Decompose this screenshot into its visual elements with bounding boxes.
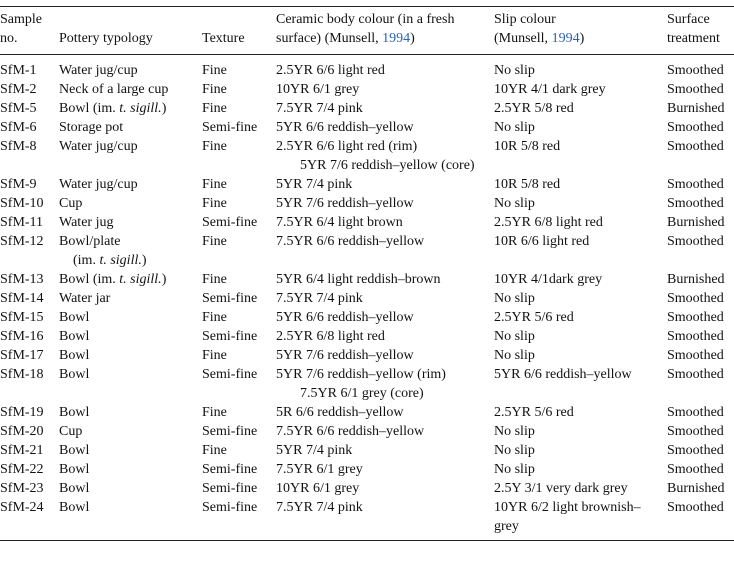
header-slip-colour-close: ) [579, 31, 585, 46]
typology-text: Bowl [59, 367, 90, 382]
cell-body-colour [276, 99, 494, 118]
cell-sample [0, 498, 59, 541]
cell-sample [0, 460, 59, 479]
header-sample [0, 7, 59, 55]
header-surface-line2: treatment [667, 31, 720, 46]
cell-body-colour [276, 441, 494, 460]
surface-text: Smoothed [667, 443, 724, 458]
table-row [0, 365, 734, 403]
texture-text: Fine [202, 272, 227, 287]
cell-body-colour [276, 479, 494, 498]
header-texture [202, 7, 276, 55]
cell-typology [59, 175, 202, 194]
surface-text: Smoothed [667, 500, 724, 515]
sample-id: SfM-14 [0, 291, 44, 306]
surface-text: Smoothed [667, 63, 724, 78]
sample-id: SfM-20 [0, 424, 44, 439]
body-colour-text: 2.5YR 6/8 light red [276, 329, 385, 344]
cell-surface [667, 365, 734, 403]
surface-text: Smoothed [667, 196, 724, 211]
body-colour-text-continued: 7.5YR 6/1 grey (core) [300, 386, 424, 401]
cell-body-colour [276, 270, 494, 289]
cell-body-colour [276, 460, 494, 479]
slip-colour-text: 5YR 6/6 reddish–yellow [494, 367, 632, 382]
cell-slip-colour [494, 460, 667, 479]
surface-text: Smoothed [667, 405, 724, 420]
slip-colour-text-continued: grey [494, 519, 519, 534]
slip-colour-text: 10YR 4/1dark grey [494, 272, 603, 287]
cell-body-colour [276, 137, 494, 175]
cell-surface [667, 289, 734, 308]
slip-colour-text: 2.5YR 6/8 light red [494, 215, 603, 230]
cell-body-colour [276, 118, 494, 137]
cell-typology [59, 137, 202, 175]
body-colour-text: 7.5YR 7/4 pink [276, 291, 363, 306]
cell-sample [0, 270, 59, 289]
cell-surface [667, 403, 734, 422]
slip-colour-text: No slip [494, 462, 535, 477]
body-colour-text: 2.5YR 6/6 light red [276, 63, 385, 78]
table-body [0, 55, 734, 541]
pottery-table [0, 6, 734, 541]
cell-body-colour [276, 80, 494, 99]
typology-text: Bowl [59, 310, 90, 325]
slip-colour-text: No slip [494, 424, 535, 439]
cell-surface [667, 55, 734, 81]
texture-text: Semi-fine [202, 291, 258, 306]
texture-text: Semi-fine [202, 481, 258, 496]
texture-text: Semi-fine [202, 120, 258, 135]
cell-sample [0, 365, 59, 403]
slip-colour-text: 10R 5/8 red [494, 177, 561, 192]
texture-text: Semi-fine [202, 367, 258, 382]
cell-surface [667, 346, 734, 365]
cell-slip-colour [494, 270, 667, 289]
body-colour-text: 5R 6/6 reddish–yellow [276, 405, 404, 420]
typology-text: Cup [59, 424, 83, 439]
surface-text: Smoothed [667, 310, 724, 325]
typology-text: Water jug/cup [59, 139, 138, 154]
header-slip-colour-prefix: (Munsell, [494, 31, 549, 46]
body-colour-text: 5YR 7/4 pink [276, 177, 353, 192]
cell-body-colour [276, 55, 494, 81]
body-colour-text: 10YR 6/1 grey [276, 481, 360, 496]
table-row [0, 403, 734, 422]
surface-text: Burnished [667, 215, 725, 230]
sample-id: SfM-22 [0, 462, 44, 477]
cell-texture [202, 55, 276, 81]
cell-texture [202, 289, 276, 308]
cell-sample [0, 55, 59, 81]
typology-text: Bowl [59, 348, 90, 363]
cell-slip-colour [494, 289, 667, 308]
header-sample-line1: Sample [0, 12, 42, 27]
header-body-colour-citation[interactable]: 1994 [382, 31, 411, 46]
cell-slip-colour [494, 175, 667, 194]
sample-id: SfM-21 [0, 443, 44, 458]
body-colour-text: 2.5YR 6/6 light red (rim) [276, 139, 418, 154]
slip-colour-text: 10R 6/6 light red [494, 234, 590, 249]
texture-text: Fine [202, 234, 227, 249]
texture-text: Fine [202, 196, 227, 211]
header-slip-colour-label: Slip colour [494, 12, 556, 27]
header-body-colour [276, 7, 494, 55]
cell-surface [667, 137, 734, 175]
cell-slip-colour [494, 232, 667, 270]
cell-texture [202, 232, 276, 270]
cell-slip-colour [494, 118, 667, 137]
cell-sample [0, 194, 59, 213]
cell-sample [0, 441, 59, 460]
cell-texture [202, 270, 276, 289]
texture-text: Fine [202, 63, 227, 78]
cell-surface [667, 479, 734, 498]
cell-sample [0, 118, 59, 137]
typology-text: Bowl (im. t. sigill.) [59, 272, 167, 287]
table-row [0, 175, 734, 194]
cell-surface [667, 270, 734, 289]
texture-text: Fine [202, 139, 227, 154]
header-surface-line1: Surface [667, 12, 710, 27]
cell-slip-colour [494, 194, 667, 213]
cell-body-colour [276, 194, 494, 213]
cell-texture [202, 194, 276, 213]
cell-slip-colour [494, 479, 667, 498]
slip-colour-text: No slip [494, 348, 535, 363]
slip-colour-text: No slip [494, 443, 535, 458]
texture-text: Semi-fine [202, 424, 258, 439]
surface-text: Burnished [667, 481, 725, 496]
cell-typology [59, 270, 202, 289]
cell-surface [667, 80, 734, 99]
cell-typology [59, 99, 202, 118]
cell-typology [59, 460, 202, 479]
typology-text: Bowl [59, 405, 90, 420]
typology-text: Cup [59, 196, 83, 211]
header-body-colour-close: ) [410, 31, 415, 46]
body-colour-text: 7.5YR 6/1 grey [276, 462, 363, 477]
cell-slip-colour [494, 80, 667, 99]
cell-body-colour [276, 365, 494, 403]
texture-text: Semi-fine [202, 215, 258, 230]
sample-id: SfM-2 [0, 82, 37, 97]
table-row [0, 498, 734, 541]
slip-colour-text: 10YR 4/1 dark grey [494, 82, 606, 97]
slip-colour-text: No slip [494, 291, 535, 306]
table-row [0, 346, 734, 365]
surface-text: Smoothed [667, 424, 724, 439]
cell-surface [667, 118, 734, 137]
cell-body-colour [276, 289, 494, 308]
table-row [0, 80, 734, 99]
typology-text: Bowl [59, 462, 90, 477]
surface-text: Smoothed [667, 348, 724, 363]
sample-id: SfM-12 [0, 234, 44, 249]
typology-text: Water jug [59, 215, 114, 230]
cell-texture [202, 403, 276, 422]
cell-slip-colour [494, 99, 667, 118]
cell-slip-colour [494, 365, 667, 403]
cell-typology [59, 308, 202, 327]
sample-id: SfM-6 [0, 120, 37, 135]
table-row [0, 55, 734, 81]
surface-text: Smoothed [667, 120, 724, 135]
cell-slip-colour [494, 441, 667, 460]
cell-sample [0, 175, 59, 194]
cell-slip-colour [494, 137, 667, 175]
cell-sample [0, 308, 59, 327]
surface-text: Smoothed [667, 291, 724, 306]
table-row [0, 479, 734, 498]
table-row [0, 137, 734, 175]
surface-text: Smoothed [667, 82, 724, 97]
texture-text: Fine [202, 348, 227, 363]
typology-text: Storage pot [59, 120, 124, 135]
typology-text: Bowl [59, 500, 90, 515]
cell-texture [202, 441, 276, 460]
cell-typology [59, 327, 202, 346]
surface-text: Smoothed [667, 139, 724, 154]
body-colour-text: 5YR 7/6 reddish–yellow (rim) [276, 367, 446, 382]
table-row [0, 422, 734, 441]
table-row [0, 327, 734, 346]
cell-slip-colour [494, 346, 667, 365]
surface-text: Smoothed [667, 329, 724, 344]
cell-body-colour [276, 175, 494, 194]
typology-text: Bowl (im. t. sigill.) [59, 101, 167, 116]
sample-id: SfM-8 [0, 139, 37, 154]
cell-sample [0, 289, 59, 308]
cell-slip-colour [494, 308, 667, 327]
cell-body-colour [276, 308, 494, 327]
table-row [0, 441, 734, 460]
cell-texture [202, 460, 276, 479]
cell-texture [202, 327, 276, 346]
table-row [0, 194, 734, 213]
cell-texture [202, 118, 276, 137]
body-colour-text: 5YR 6/6 reddish–yellow [276, 120, 414, 135]
typology-text: Bowl [59, 329, 90, 344]
table-row [0, 118, 734, 137]
sample-id: SfM-9 [0, 177, 37, 192]
header-typology [59, 7, 202, 55]
cell-sample [0, 346, 59, 365]
cell-typology [59, 194, 202, 213]
cell-sample [0, 327, 59, 346]
sample-id: SfM-10 [0, 196, 44, 211]
sample-id: SfM-16 [0, 329, 44, 344]
sample-id: SfM-11 [0, 215, 44, 230]
texture-text: Fine [202, 177, 227, 192]
slip-colour-text: 10R 5/8 red [494, 139, 561, 154]
surface-text: Smoothed [667, 177, 724, 192]
cell-texture [202, 213, 276, 232]
slip-colour-text: 10YR 6/2 light brownish– [494, 500, 641, 515]
cell-typology [59, 80, 202, 99]
body-colour-text: 7.5YR 7/4 pink [276, 500, 363, 515]
cell-body-colour [276, 498, 494, 541]
table-row [0, 99, 734, 118]
table-row [0, 308, 734, 327]
cell-sample [0, 137, 59, 175]
cell-slip-colour [494, 55, 667, 81]
texture-text: Semi-fine [202, 462, 258, 477]
slip-colour-text: No slip [494, 329, 535, 344]
typology-text: Bowl [59, 481, 90, 496]
typology-text: Water jug/cup [59, 177, 138, 192]
cell-sample [0, 99, 59, 118]
cell-surface [667, 213, 734, 232]
header-slip-colour-citation[interactable]: 1994 [551, 31, 580, 46]
cell-body-colour [276, 327, 494, 346]
cell-surface [667, 194, 734, 213]
slip-colour-text: No slip [494, 63, 535, 78]
cell-texture [202, 346, 276, 365]
cell-body-colour [276, 422, 494, 441]
sample-id: SfM-15 [0, 310, 44, 325]
sample-id: SfM-24 [0, 500, 44, 515]
cell-texture [202, 99, 276, 118]
cell-texture [202, 80, 276, 99]
cell-texture [202, 308, 276, 327]
surface-text: Burnished [667, 272, 725, 287]
header-sample-line2: no. [0, 31, 18, 46]
header-texture-label: Texture [202, 31, 245, 46]
cell-surface [667, 232, 734, 270]
cell-slip-colour [494, 498, 667, 541]
cell-texture [202, 479, 276, 498]
table-row [0, 289, 734, 308]
cell-typology [59, 346, 202, 365]
typology-text: Bowl/plate [59, 234, 121, 249]
cell-typology [59, 422, 202, 441]
body-colour-text: 5YR 7/4 pink [276, 443, 353, 458]
cell-sample [0, 80, 59, 99]
slip-colour-text: 2.5YR 5/6 red [494, 405, 574, 420]
table-row [0, 460, 734, 479]
cell-surface [667, 175, 734, 194]
texture-text: Fine [202, 310, 227, 325]
texture-text: Fine [202, 405, 227, 420]
texture-text: Fine [202, 101, 227, 116]
surface-text: Smoothed [667, 234, 724, 249]
body-colour-text: 5YR 7/6 reddish–yellow [276, 348, 414, 363]
body-colour-text: 5YR 6/4 light reddish–brown [276, 272, 441, 287]
cell-texture [202, 365, 276, 403]
cell-slip-colour [494, 213, 667, 232]
cell-surface [667, 308, 734, 327]
slip-colour-text: 2.5Y 3/1 very dark grey [494, 481, 628, 496]
slip-colour-text: 2.5YR 5/6 red [494, 310, 574, 325]
body-colour-text: 5YR 6/6 reddish–yellow [276, 310, 414, 325]
surface-text: Smoothed [667, 462, 724, 477]
cell-surface [667, 441, 734, 460]
body-colour-text: 7.5YR 7/4 pink [276, 101, 363, 116]
cell-body-colour [276, 403, 494, 422]
cell-typology [59, 365, 202, 403]
cell-typology [59, 55, 202, 81]
table-header-row [0, 7, 734, 55]
cell-surface [667, 422, 734, 441]
slip-colour-text: 2.5YR 5/8 red [494, 101, 574, 116]
cell-texture [202, 137, 276, 175]
cell-sample [0, 232, 59, 270]
table-row [0, 232, 734, 270]
sample-id: SfM-17 [0, 348, 44, 363]
cell-slip-colour [494, 327, 667, 346]
cell-sample [0, 422, 59, 441]
typology-text-continued: (im. t. sigill.) [73, 253, 147, 268]
cell-slip-colour [494, 422, 667, 441]
cell-typology [59, 213, 202, 232]
typology-text: Water jar [59, 291, 111, 306]
slip-colour-text: No slip [494, 196, 535, 211]
body-colour-text: 5YR 7/6 reddish–yellow [276, 196, 414, 211]
cell-texture [202, 175, 276, 194]
table-row [0, 270, 734, 289]
cell-body-colour [276, 346, 494, 365]
sample-id: SfM-23 [0, 481, 44, 496]
body-colour-text-continued: 5YR 7/6 reddish–yellow (core) [300, 158, 475, 173]
typology-text: Bowl [59, 443, 90, 458]
cell-sample [0, 213, 59, 232]
sample-id: SfM-5 [0, 101, 37, 116]
table-row [0, 213, 734, 232]
cell-surface [667, 498, 734, 541]
header-slip-colour [494, 7, 667, 55]
texture-text: Semi-fine [202, 500, 258, 515]
slip-colour-text: No slip [494, 120, 535, 135]
typology-text: Neck of a large cup [59, 82, 169, 97]
cell-body-colour [276, 232, 494, 270]
texture-text: Semi-fine [202, 329, 258, 344]
texture-text: Fine [202, 82, 227, 97]
body-colour-text: 10YR 6/1 grey [276, 82, 360, 97]
sample-id: SfM-19 [0, 405, 44, 420]
cell-sample [0, 403, 59, 422]
cell-texture [202, 422, 276, 441]
cell-typology [59, 232, 202, 270]
cell-typology [59, 498, 202, 541]
sample-id: SfM-13 [0, 272, 44, 287]
body-colour-text: 7.5YR 6/6 reddish–yellow [276, 234, 425, 249]
cell-surface [667, 327, 734, 346]
cell-slip-colour [494, 403, 667, 422]
texture-text: Fine [202, 443, 227, 458]
body-colour-text: 7.5YR 6/4 light brown [276, 215, 403, 230]
sample-id: SfM-1 [0, 63, 37, 78]
cell-surface [667, 99, 734, 118]
header-surface [667, 7, 734, 55]
cell-typology [59, 118, 202, 137]
cell-typology [59, 479, 202, 498]
surface-text: Burnished [667, 101, 725, 116]
cell-surface [667, 460, 734, 479]
body-colour-text: 7.5YR 6/6 reddish–yellow [276, 424, 425, 439]
header-body-colour-label: Ceramic body colour (in a fresh surface) (Munsell, [276, 12, 455, 46]
cell-texture [202, 498, 276, 541]
typology-text: Water jug/cup [59, 63, 138, 78]
header-typology-label: Pottery typology [59, 31, 153, 46]
cell-typology [59, 441, 202, 460]
cell-sample [0, 479, 59, 498]
cell-body-colour [276, 213, 494, 232]
sample-id: SfM-18 [0, 367, 44, 382]
cell-typology [59, 403, 202, 422]
surface-text: Smoothed [667, 367, 724, 382]
cell-typology [59, 289, 202, 308]
